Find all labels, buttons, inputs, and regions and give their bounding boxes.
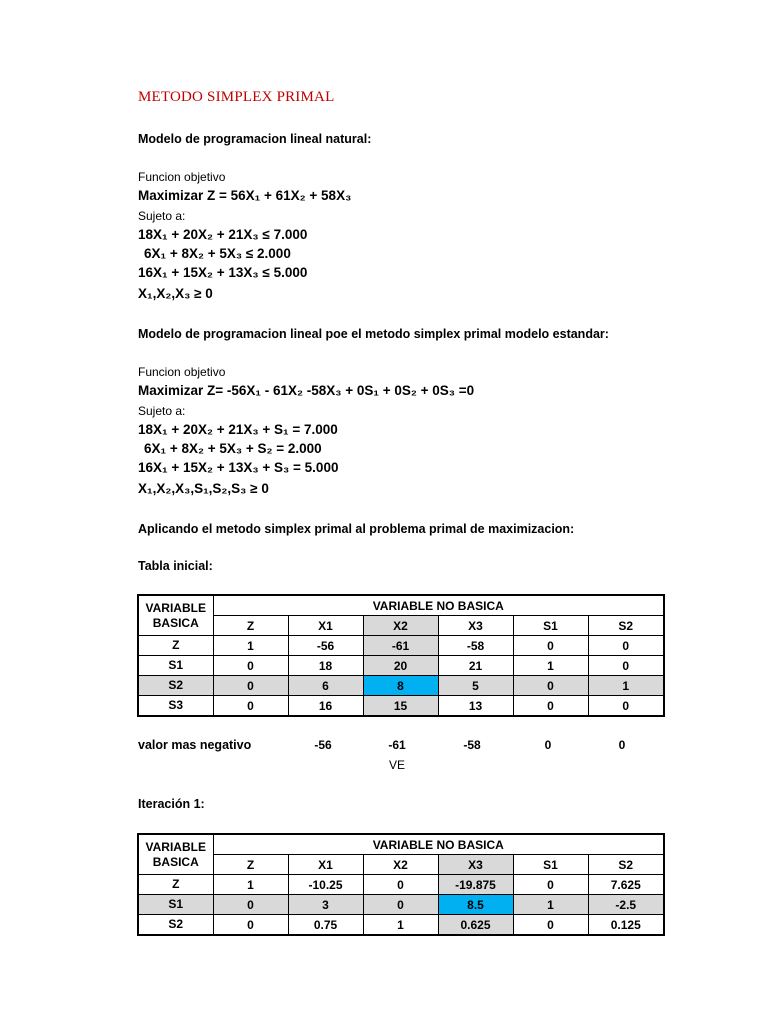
standard-objective: Maximizar Z= -56X₁ - 61X₂ -58X₃ + 0S₁ + 0S₂ + 0S₃ =0 <box>138 383 475 398</box>
cell: 0 <box>513 636 588 656</box>
cell: 0.625 <box>438 915 513 936</box>
natural-constraint-3: 16X₁ + 15X₂ + 13X₃ ≤ 5.000 <box>138 265 308 280</box>
table-row <box>138 676 664 696</box>
col-header: X2 <box>363 855 438 875</box>
natural-subject-to: Sujeto a: <box>138 209 186 223</box>
apply-heading: Aplicando el metodo simplex primal al problema primal de maximizacion: <box>138 522 575 536</box>
vnb-header: VARIABLE NO BASICA <box>213 595 664 616</box>
document-title: METODO SIMPLEX PRIMAL <box>138 89 335 105</box>
natural-objective: Maximizar Z = 56X₁ + 61X₂ + 58X₃ <box>138 188 352 203</box>
tabla-inicial-label: Tabla inicial: <box>138 559 213 573</box>
table-row <box>138 656 664 676</box>
cell: 16 <box>288 696 363 717</box>
vnb-header: VARIABLE NO BASICA <box>213 834 664 855</box>
natural-constraint-2: 6X₁ + 8X₂ + 5X₃ ≤ 2.000 <box>144 246 291 261</box>
cell: 15 <box>363 696 438 717</box>
standard-constraint-1: 18X₁ + 20X₂ + 21X₃ + S₁ = 7.000 <box>138 422 338 437</box>
vb-header-line1: VARIABLE <box>145 839 206 854</box>
cell: 0 <box>213 656 288 676</box>
cell: 0 <box>513 696 588 717</box>
cell: 6 <box>288 676 363 696</box>
cell: 0 <box>213 915 288 936</box>
cell: 0 <box>513 676 588 696</box>
natural-fo-label: Funcion objetivo <box>138 170 226 184</box>
col-header: S2 <box>588 616 664 636</box>
col-header: Z <box>213 855 288 875</box>
summary-value: 0 <box>618 738 626 752</box>
row-label: S2 <box>138 676 213 696</box>
vb-header-line2: BASICA <box>152 615 199 630</box>
cell: -56 <box>288 636 363 656</box>
cell: 0.75 <box>288 915 363 936</box>
cell: 1 <box>588 676 664 696</box>
cell: 0.125 <box>588 915 664 936</box>
cell: 0 <box>213 696 288 717</box>
col-header: S1 <box>513 616 588 636</box>
cell: -58 <box>438 636 513 656</box>
standard-constraint-2: 6X₁ + 8X₂ + 5X₃ + S₂ = 2.000 <box>144 441 322 456</box>
cell: 1 <box>363 915 438 936</box>
table-row <box>138 895 664 915</box>
cell: 13 <box>438 696 513 717</box>
table-row <box>138 696 664 717</box>
row-label: Z <box>138 875 213 895</box>
cell: 5 <box>438 676 513 696</box>
summary-value: -58 <box>463 738 481 752</box>
col-header: X2 <box>363 616 438 636</box>
standard-fo-label: Funcion objetivo <box>138 365 226 379</box>
col-header: S2 <box>588 855 664 875</box>
cell: 0 <box>588 696 664 717</box>
cell: 0 <box>588 636 664 656</box>
col-header: X1 <box>288 855 363 875</box>
cell: 0 <box>363 895 438 915</box>
cell: 7.625 <box>588 875 664 895</box>
pivot-cell: 8 <box>363 676 438 696</box>
iteracion1-label: Iteración 1: <box>138 797 205 811</box>
cell: -10.25 <box>288 875 363 895</box>
cell: 0 <box>513 915 588 936</box>
cell: 18 <box>288 656 363 676</box>
table-row <box>138 875 664 895</box>
natural-constraint-1: 18X₁ + 20X₂ + 21X₃ ≤ 7.000 <box>138 227 308 242</box>
summary-value: 0 <box>544 738 552 752</box>
col-header: X3 <box>438 616 513 636</box>
table-row <box>138 636 664 656</box>
cell: -61 <box>363 636 438 656</box>
iteracion1-table <box>137 833 665 936</box>
cell: 0 <box>363 875 438 895</box>
cell: 1 <box>513 895 588 915</box>
vb-header <box>138 595 213 636</box>
pivot-cell: 8.5 <box>438 895 513 915</box>
table-row <box>138 915 664 936</box>
cell: 0 <box>213 676 288 696</box>
summary-value: -56 <box>314 738 332 752</box>
cell: 1 <box>513 656 588 676</box>
col-header: X1 <box>288 616 363 636</box>
col-header: X3 <box>438 855 513 875</box>
vb-header <box>138 834 213 875</box>
entering-variable-label: VE <box>388 758 405 772</box>
vb-header-line1: VARIABLE <box>145 600 206 615</box>
cell: 3 <box>288 895 363 915</box>
col-header: Z <box>213 616 288 636</box>
natural-nonneg: X₁,X₂,X₃ ≥ 0 <box>138 286 213 301</box>
cell: -2.5 <box>588 895 664 915</box>
cell: 0 <box>213 895 288 915</box>
cell: -19.875 <box>438 875 513 895</box>
cell: 21 <box>438 656 513 676</box>
row-label: S1 <box>138 895 213 915</box>
col-header: S1 <box>513 855 588 875</box>
cell: 0 <box>513 875 588 895</box>
standard-subject-to: Sujeto a: <box>138 404 186 418</box>
natural-model-heading: Modelo de programacion lineal natural: <box>138 132 372 146</box>
summary-label: valor mas negativo <box>138 738 252 752</box>
standard-constraint-3: 16X₁ + 15X₂ + 13X₃ + S₃ = 5.000 <box>138 460 339 475</box>
standard-nonneg: X₁,X₂,X₃,S₁,S₂,S₃ ≥ 0 <box>138 481 269 496</box>
summary-value: -61 <box>388 738 406 752</box>
row-label: Z <box>138 636 213 656</box>
row-label: S2 <box>138 915 213 936</box>
cell: 1 <box>213 875 288 895</box>
vb-header-line2: BASICA <box>152 854 199 869</box>
cell: 20 <box>363 656 438 676</box>
tabla-inicial-table <box>137 594 665 717</box>
standard-model-heading: Modelo de programacion lineal poe el metodo simplex primal modelo estandar: <box>138 327 609 341</box>
cell: 1 <box>213 636 288 656</box>
row-label: S1 <box>138 656 213 676</box>
row-label: S3 <box>138 696 213 717</box>
cell: 0 <box>588 656 664 676</box>
